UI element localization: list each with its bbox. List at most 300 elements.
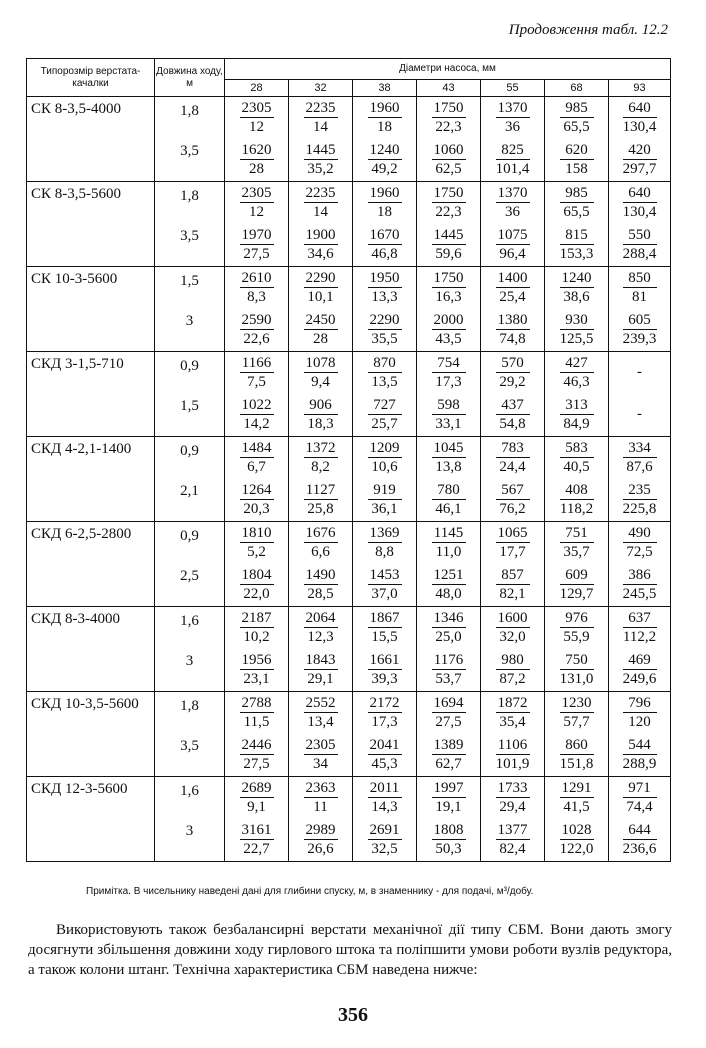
- value-cell: [609, 97, 671, 182]
- value-cell: [225, 692, 289, 777]
- model-cell: СКД 3-1,5-710: [27, 352, 155, 437]
- continuation-note: Продовження табл. 12.2: [508, 22, 668, 38]
- depth-value: 1733: [497, 780, 528, 796]
- header-diameter: 93: [609, 80, 671, 97]
- flow-value: 131,0: [559, 671, 594, 687]
- flow-value: 8,2: [311, 459, 330, 475]
- depth-value: 1045: [433, 440, 464, 456]
- flow-value: 22,0: [243, 586, 270, 602]
- depth-value: 637: [623, 609, 657, 628]
- flow-value: 65,5: [563, 204, 590, 220]
- table-row: [27, 267, 671, 352]
- flow-value: 125,5: [559, 331, 594, 347]
- flow-value: 10,2: [243, 629, 270, 645]
- table-row: [27, 522, 671, 607]
- body-paragraph: Використовують також безбалансирні верстати механічної дії типу СБМ. Вони дають змогу досягнути збільшення довжини ходу гирлового штока та поліпшити умови роботи вузлів редуктора, а також колони штанг. Технічна характеристика СБМ наведена нижче:: [28, 922, 672, 978]
- value-cell: [417, 522, 481, 607]
- flow-value: 35,7: [563, 544, 590, 560]
- depth-value: 2552: [305, 695, 336, 711]
- flow-value: 26,6: [307, 841, 334, 857]
- flow-value: 22,7: [243, 841, 270, 857]
- table-footnote: Примітка. В чисельнику наведені дані для глибини спуску, м, в знаменнику - для подачі, м³/добу.: [86, 886, 534, 897]
- flow-value: 46,3: [563, 374, 590, 390]
- depth-value: 313: [560, 396, 594, 415]
- flow-value: 12: [249, 204, 264, 220]
- depth-value: 1065: [497, 525, 528, 541]
- table-row: [27, 692, 671, 777]
- model-cell: СК 8-3,5-5600: [27, 182, 155, 267]
- value-cell: [353, 267, 417, 352]
- value-cell: [545, 692, 609, 777]
- header-pump-diameter: Діаметри насоса, мм: [225, 59, 671, 80]
- value-cell: [225, 352, 289, 437]
- flow-value: 27,5: [435, 714, 462, 730]
- flow-value: 129,7: [559, 586, 594, 602]
- depth-value: 386: [623, 566, 657, 585]
- value-cell: [481, 352, 545, 437]
- stroke-cell: [155, 692, 225, 777]
- header-diameter: 55: [481, 80, 545, 97]
- flow-value: 9,1: [247, 799, 266, 815]
- flow-value: 10,1: [307, 289, 334, 305]
- depth-value: 644: [623, 821, 657, 840]
- value-cell: [609, 182, 671, 267]
- depth-value: 469: [623, 651, 657, 670]
- stroke-length: 3: [185, 823, 194, 839]
- flow-value: 297,7: [622, 161, 657, 177]
- depth-value: 1445: [305, 142, 336, 158]
- stroke-length: 0,9: [180, 443, 199, 459]
- stroke-length: 1,6: [180, 613, 199, 629]
- value-cell: [481, 97, 545, 182]
- stroke-cell: [155, 97, 225, 182]
- pump-table: [26, 58, 671, 862]
- table-row: [27, 97, 671, 182]
- flow-value: 151,8: [559, 756, 594, 772]
- model-cell: СКД 12-3-5600: [27, 777, 155, 862]
- header-diameter: 32: [289, 80, 353, 97]
- header-diameter: 68: [545, 80, 609, 97]
- depth-value: 727: [368, 396, 402, 415]
- flow-value: 6,7: [247, 459, 266, 475]
- flow-value: 11: [313, 799, 328, 815]
- flow-value: 14,2: [243, 416, 270, 432]
- depth-value: 490: [623, 524, 657, 543]
- depth-value: 1950: [369, 270, 400, 286]
- value-cell: [609, 607, 671, 692]
- flow-value: 22,3: [435, 204, 462, 220]
- depth-value: 1176: [432, 651, 466, 670]
- flow-value: 59,6: [435, 246, 462, 262]
- depth-value: 1804: [241, 567, 272, 583]
- flow-value: 288,4: [622, 246, 657, 262]
- stroke-cell: [155, 522, 225, 607]
- stroke-length: 3: [185, 653, 194, 669]
- depth-value: 408: [560, 481, 594, 500]
- depth-value: 1106: [496, 736, 530, 755]
- flow-value: 288,9: [622, 756, 657, 772]
- depth-value: 550: [623, 226, 657, 245]
- table-row: [27, 437, 671, 522]
- depth-value: 2172: [369, 695, 400, 711]
- flow-value: 25,0: [435, 629, 462, 645]
- stroke-length: 1,8: [180, 698, 199, 714]
- value-cell: [545, 97, 609, 182]
- value-cell: [353, 692, 417, 777]
- flow-value: 29,2: [499, 374, 526, 390]
- value-cell: [289, 607, 353, 692]
- table-row: [27, 607, 671, 692]
- value-cell: [353, 97, 417, 182]
- flow-value: 34: [313, 756, 328, 772]
- depth-value: 1370: [497, 100, 528, 116]
- value-cell: [609, 267, 671, 352]
- flow-value: 13,4: [307, 714, 334, 730]
- model-cell: СКД 10-3,5-5600: [27, 692, 155, 777]
- value-cell: [481, 522, 545, 607]
- flow-value: 46,8: [371, 246, 398, 262]
- flow-value: 87,2: [499, 671, 526, 687]
- model-cell: СКД 4-2,1-1400: [27, 437, 155, 522]
- depth-value: 334: [623, 439, 657, 458]
- flow-value: 17,3: [371, 714, 398, 730]
- flow-value: 36,1: [371, 501, 398, 517]
- flow-value: 36: [505, 119, 520, 135]
- flow-value: 130,4: [622, 204, 657, 220]
- depth-value: 1240: [561, 270, 592, 286]
- header-diameter: 38: [353, 80, 417, 97]
- flow-value: 25,8: [307, 501, 334, 517]
- flow-value: 54,8: [499, 416, 526, 432]
- table-row: [27, 777, 671, 862]
- value-cell: [417, 97, 481, 182]
- page-number: 356: [338, 1004, 368, 1026]
- flow-value: 158: [565, 161, 588, 177]
- depth-value: 1484: [241, 440, 272, 456]
- flow-value: 18: [377, 204, 392, 220]
- depth-value: 420: [623, 141, 657, 160]
- stroke-length: 0,9: [180, 358, 199, 374]
- flow-value: 53,7: [435, 671, 462, 687]
- flow-value: 12: [249, 119, 264, 135]
- flow-value: 118,2: [559, 501, 594, 517]
- depth-value: 427: [560, 354, 594, 373]
- value-cell: [417, 267, 481, 352]
- depth-value: 583: [560, 439, 594, 458]
- depth-value: 1956: [241, 652, 272, 668]
- value-cell: [289, 352, 353, 437]
- flow-value: 87,6: [626, 459, 653, 475]
- depth-value: 605: [623, 311, 657, 330]
- value-cell: [225, 97, 289, 182]
- depth-value: 2064: [305, 610, 336, 626]
- value-cell: [609, 692, 671, 777]
- value-cell: [289, 692, 353, 777]
- depth-value: 2989: [305, 822, 336, 838]
- flow-value: 101,9: [495, 756, 530, 772]
- flow-value: 33,1: [435, 416, 462, 432]
- flow-value: 35,2: [307, 161, 334, 177]
- depth-value: 2363: [305, 780, 336, 796]
- stroke-length: 2,5: [180, 568, 199, 584]
- depth-value: 2041: [369, 737, 400, 753]
- depth-value: 1078: [305, 355, 336, 371]
- flow-value: 62,7: [435, 756, 462, 772]
- depth-value: 1346: [433, 610, 464, 626]
- flow-value: 10,6: [371, 459, 398, 475]
- flow-value: 11,0: [435, 544, 462, 560]
- flow-value: 29,1: [307, 671, 334, 687]
- depth-value: 815: [560, 226, 594, 245]
- flow-value: 17,3: [435, 374, 462, 390]
- depth-value: 1810: [241, 525, 272, 541]
- flow-value: 28,5: [307, 586, 334, 602]
- depth-value: 857: [496, 566, 530, 585]
- flow-value: 45,3: [371, 756, 398, 772]
- value-cell: [481, 692, 545, 777]
- depth-value: 2610: [241, 270, 272, 286]
- depth-value: 1960: [369, 100, 400, 116]
- stroke-length: 3,5: [180, 143, 199, 159]
- flow-value: 17,7: [499, 544, 526, 560]
- flow-value: 23,1: [243, 671, 270, 687]
- flow-value: 236,6: [622, 841, 657, 857]
- flow-value: 38,6: [563, 289, 590, 305]
- stroke-length: 3: [185, 313, 194, 329]
- flow-value: 37,0: [371, 586, 398, 602]
- stroke-length: 1,5: [180, 398, 199, 414]
- depth-value: 2290: [369, 312, 400, 328]
- depth-value: 2235: [305, 185, 336, 201]
- value-cell: [289, 97, 353, 182]
- header-diameter: 43: [417, 80, 481, 97]
- flow-value: 27,5: [243, 246, 270, 262]
- flow-value: 15,5: [371, 629, 398, 645]
- flow-value: 25,4: [499, 289, 526, 305]
- flow-value: 16,3: [435, 289, 462, 305]
- depth-value: 1264: [241, 482, 272, 498]
- value-cell: [481, 777, 545, 862]
- flow-value: 35,5: [371, 331, 398, 347]
- flow-value: 57,7: [563, 714, 590, 730]
- header-model: Типорозмір верстата-качалки: [27, 59, 155, 97]
- value-cell: [225, 437, 289, 522]
- flow-value: 72,5: [626, 544, 653, 560]
- stroke-cell: [155, 182, 225, 267]
- flow-value: 122,0: [559, 841, 594, 857]
- depth-value: 971: [623, 779, 657, 798]
- depth-value: 2305: [241, 185, 272, 201]
- value-cell: [545, 182, 609, 267]
- depth-value: 235: [623, 481, 657, 500]
- flow-value: 74,4: [626, 799, 653, 815]
- flow-value: 49,2: [371, 161, 398, 177]
- depth-value: 1400: [497, 270, 528, 286]
- value-cell: [545, 777, 609, 862]
- depth-value: 980: [496, 651, 530, 670]
- flow-value: 29,4: [499, 799, 526, 815]
- flow-value: 65,5: [563, 119, 590, 135]
- value-cell: [417, 607, 481, 692]
- flow-value: 82,1: [499, 586, 526, 602]
- flow-value: 48,0: [435, 586, 462, 602]
- stroke-cell: [155, 607, 225, 692]
- depth-value: 1380: [497, 312, 528, 328]
- depth-value: 1209: [369, 440, 400, 456]
- depth-value: 1997: [433, 780, 464, 796]
- depth-value: 609: [560, 566, 594, 585]
- flow-value: 101,4: [495, 161, 530, 177]
- flow-value: 25,7: [371, 416, 398, 432]
- value-cell: [353, 522, 417, 607]
- flow-value: 46,1: [435, 501, 462, 517]
- table-row: [27, 352, 671, 437]
- depth-value: 2450: [305, 312, 336, 328]
- depth-value: 1230: [561, 695, 592, 711]
- depth-value: 620: [560, 141, 594, 160]
- depth-value: 1872: [497, 695, 528, 711]
- depth-value: 870: [368, 354, 402, 373]
- stroke-length: 0,9: [180, 528, 199, 544]
- value-cell: [353, 777, 417, 862]
- model-cell: СКД 8-3-4000: [27, 607, 155, 692]
- stroke-cell: [155, 437, 225, 522]
- flow-value: 36: [505, 204, 520, 220]
- depth-value: 1240: [369, 142, 400, 158]
- value-cell: [545, 352, 609, 437]
- flow-value: 11,5: [243, 714, 270, 730]
- depth-value: 598: [432, 396, 466, 415]
- depth-value: 1843: [305, 652, 336, 668]
- depth-value: 1445: [433, 227, 464, 243]
- model-cell: СК 8-3,5-4000: [27, 97, 155, 182]
- flow-value: 82,4: [499, 841, 526, 857]
- flow-value: 35,4: [499, 714, 526, 730]
- depth-value: 1600: [497, 610, 528, 626]
- flow-value: 34,6: [307, 246, 334, 262]
- depth-value: 751: [560, 524, 594, 543]
- flow-value: 50,3: [435, 841, 462, 857]
- empty-value: -: [637, 364, 642, 380]
- flow-value: 6,6: [311, 544, 330, 560]
- flow-value: 120: [628, 714, 651, 730]
- value-cell: [481, 182, 545, 267]
- flow-value: 239,3: [622, 331, 657, 347]
- depth-value: 1028: [561, 822, 592, 838]
- flow-value: 153,3: [559, 246, 594, 262]
- flow-value: 43,5: [435, 331, 462, 347]
- flow-value: 41,5: [563, 799, 590, 815]
- depth-value: 1750: [433, 270, 464, 286]
- depth-value: 2235: [305, 100, 336, 116]
- value-cell: [353, 607, 417, 692]
- stroke-length: 1,6: [180, 783, 199, 799]
- flow-value: 96,4: [499, 246, 526, 262]
- depth-value: 1661: [369, 652, 400, 668]
- stroke-cell: [155, 352, 225, 437]
- model-cell: СКД 6-2,5-2800: [27, 522, 155, 607]
- depth-value: 1960: [369, 185, 400, 201]
- depth-value: 783: [496, 439, 530, 458]
- model-cell: СК 10-3-5600: [27, 267, 155, 352]
- depth-value: 1900: [305, 227, 336, 243]
- value-cell: [609, 777, 671, 862]
- value-cell: [481, 607, 545, 692]
- value-cell: [609, 352, 671, 437]
- depth-value: 2011: [368, 779, 402, 798]
- flow-value: 76,2: [499, 501, 526, 517]
- depth-value: 2187: [241, 610, 272, 626]
- depth-value: 906: [304, 396, 338, 415]
- value-cell: [289, 777, 353, 862]
- value-cell: [289, 267, 353, 352]
- value-cell: [289, 522, 353, 607]
- flow-value: 32,5: [371, 841, 398, 857]
- flow-value: 7,5: [247, 374, 266, 390]
- depth-value: 1145: [432, 524, 466, 543]
- depth-value: 1867: [369, 610, 400, 626]
- depth-value: 1676: [305, 525, 336, 541]
- depth-value: 640: [623, 99, 657, 118]
- value-cell: [545, 522, 609, 607]
- flow-value: 81: [632, 289, 647, 305]
- value-cell: [417, 352, 481, 437]
- depth-value: 2691: [369, 822, 400, 838]
- value-cell: [481, 267, 545, 352]
- depth-value: 754: [432, 354, 466, 373]
- value-cell: [225, 522, 289, 607]
- depth-value: 1808: [433, 822, 464, 838]
- depth-value: 1291: [561, 780, 592, 796]
- value-cell: [545, 607, 609, 692]
- header-stroke: Довжина ходу, м: [155, 59, 225, 97]
- flow-value: 55,9: [563, 629, 590, 645]
- flow-value: 8,3: [247, 289, 266, 305]
- flow-value: 8,8: [375, 544, 394, 560]
- depth-value: 1389: [433, 737, 464, 753]
- stroke-length: 1,8: [180, 103, 199, 119]
- empty-value: -: [637, 406, 642, 422]
- flow-value: 245,5: [622, 586, 657, 602]
- flow-value: 112,2: [622, 629, 657, 645]
- flow-value: 14: [313, 204, 328, 220]
- depth-value: 919: [368, 481, 402, 500]
- value-cell: [353, 352, 417, 437]
- flow-value: 18,3: [307, 416, 334, 432]
- depth-value: 850: [623, 269, 657, 288]
- depth-value: 1060: [433, 142, 464, 158]
- depth-value: 1453: [369, 567, 400, 583]
- flow-value: 225,8: [622, 501, 657, 517]
- depth-value: 780: [432, 481, 466, 500]
- header-diameter: 28: [225, 80, 289, 97]
- stroke-length: 3,5: [180, 228, 199, 244]
- flow-value: 62,5: [435, 161, 462, 177]
- stroke-length: 1,5: [180, 273, 199, 289]
- value-cell: [289, 182, 353, 267]
- stroke-cell: [155, 777, 225, 862]
- depth-value: 1075: [497, 227, 528, 243]
- depth-value: 1970: [241, 227, 272, 243]
- value-cell: [225, 777, 289, 862]
- depth-value: 437: [496, 396, 530, 415]
- depth-value: 796: [623, 694, 657, 713]
- depth-value: 1369: [369, 525, 400, 541]
- depth-value: 1251: [433, 567, 464, 583]
- depth-value: 1750: [433, 185, 464, 201]
- depth-value: 1670: [369, 227, 400, 243]
- flow-value: 13,8: [435, 459, 462, 475]
